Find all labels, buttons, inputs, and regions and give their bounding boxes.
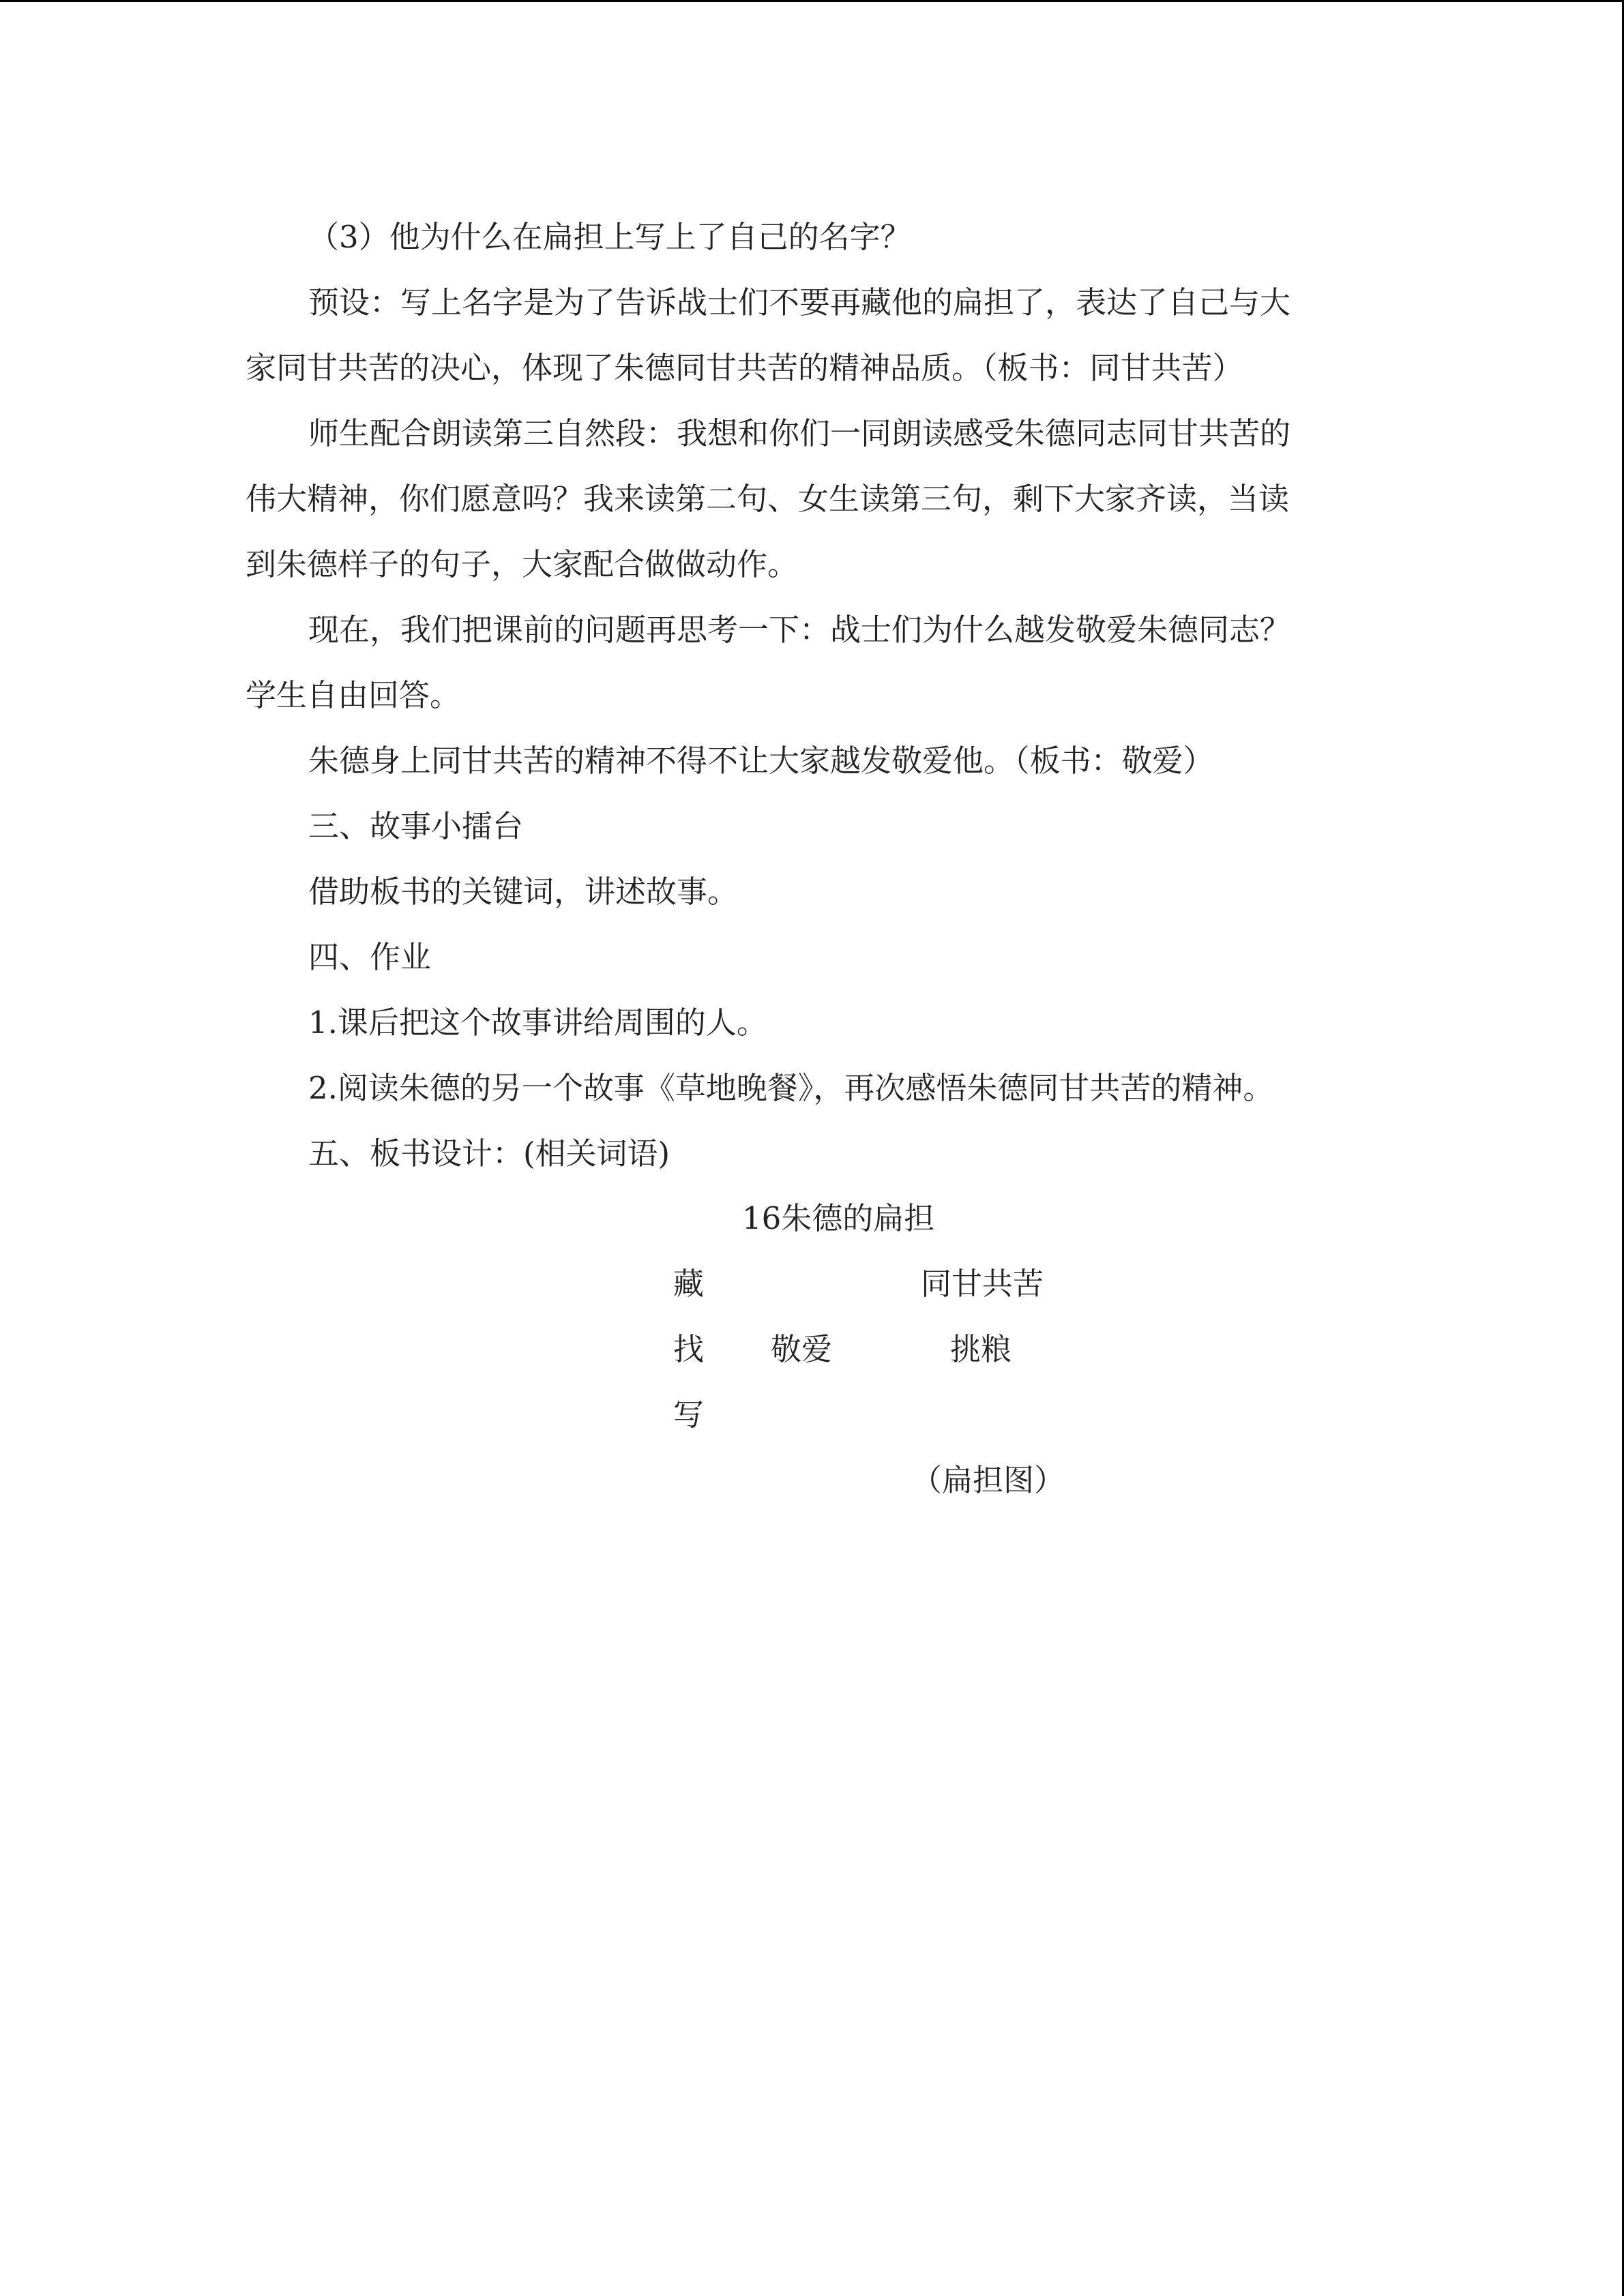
paragraph: 借助板书的关键词，讲述故事。 bbox=[308, 874, 739, 910]
paragraph: 现在，我们把课前的问题再思考一下：战士们为什么越发敬爱朱德同志？ bbox=[308, 612, 1291, 648]
board-word-tonggangongku: 同甘共苦 bbox=[921, 1266, 1044, 1302]
section-heading: 三、故事小擂台 bbox=[308, 808, 524, 844]
paragraph: （3）他为什么在扁担上写上了自己的名字？ bbox=[308, 219, 911, 255]
board-word-zhao: 找 bbox=[673, 1331, 705, 1367]
paragraph: 预设：写上名字是为了告诉战士们不要再藏他的扁担了，表达了自己与大 bbox=[308, 284, 1291, 320]
board-word-tiaoliang: 挑粮 bbox=[950, 1331, 1012, 1367]
board-word-jingai: 敬爱 bbox=[771, 1331, 833, 1367]
paragraph: 学生自由回答。 bbox=[246, 677, 461, 713]
document-body bbox=[246, 205, 1364, 1187]
paragraph: 朱德身上同甘共苦的精神不得不让大家越发敬爱他。（板书：敬爱） bbox=[308, 743, 1214, 779]
paragraph: 家同甘共苦的决心，体现了朱德同甘共苦的精神品质。（板书：同甘共苦） bbox=[246, 350, 1243, 386]
page-top-border bbox=[0, 0, 1624, 2]
board-word-cang: 藏 bbox=[673, 1266, 705, 1302]
section-heading: 五、板书设计：(相关词语) bbox=[308, 1135, 670, 1172]
paragraph: 师生配合朗读第三自然段：我想和你们一同朗读感受朱德同志同甘共苦的 bbox=[308, 415, 1291, 451]
paragraph: 伟大精神，你们愿意吗？我来读第二句、女生读第三句，剩下大家齐读，当读 bbox=[246, 481, 1290, 517]
section-heading: 四、作业 bbox=[308, 939, 432, 975]
board-word-xie: 写 bbox=[673, 1397, 705, 1433]
list-item: 2.阅读朱德的另一个故事《草地晚餐》，再次感悟朱德同甘共苦的精神。 bbox=[308, 1070, 1274, 1106]
board-title: 16朱德的扁担 bbox=[742, 1200, 935, 1236]
list-item: 1.课后把这个故事讲给周围的人。 bbox=[308, 1004, 767, 1041]
board-caption: （扁担图） bbox=[911, 1462, 1065, 1498]
paragraph: 到朱德样子的句子，大家配合做做动作。 bbox=[246, 546, 799, 582]
